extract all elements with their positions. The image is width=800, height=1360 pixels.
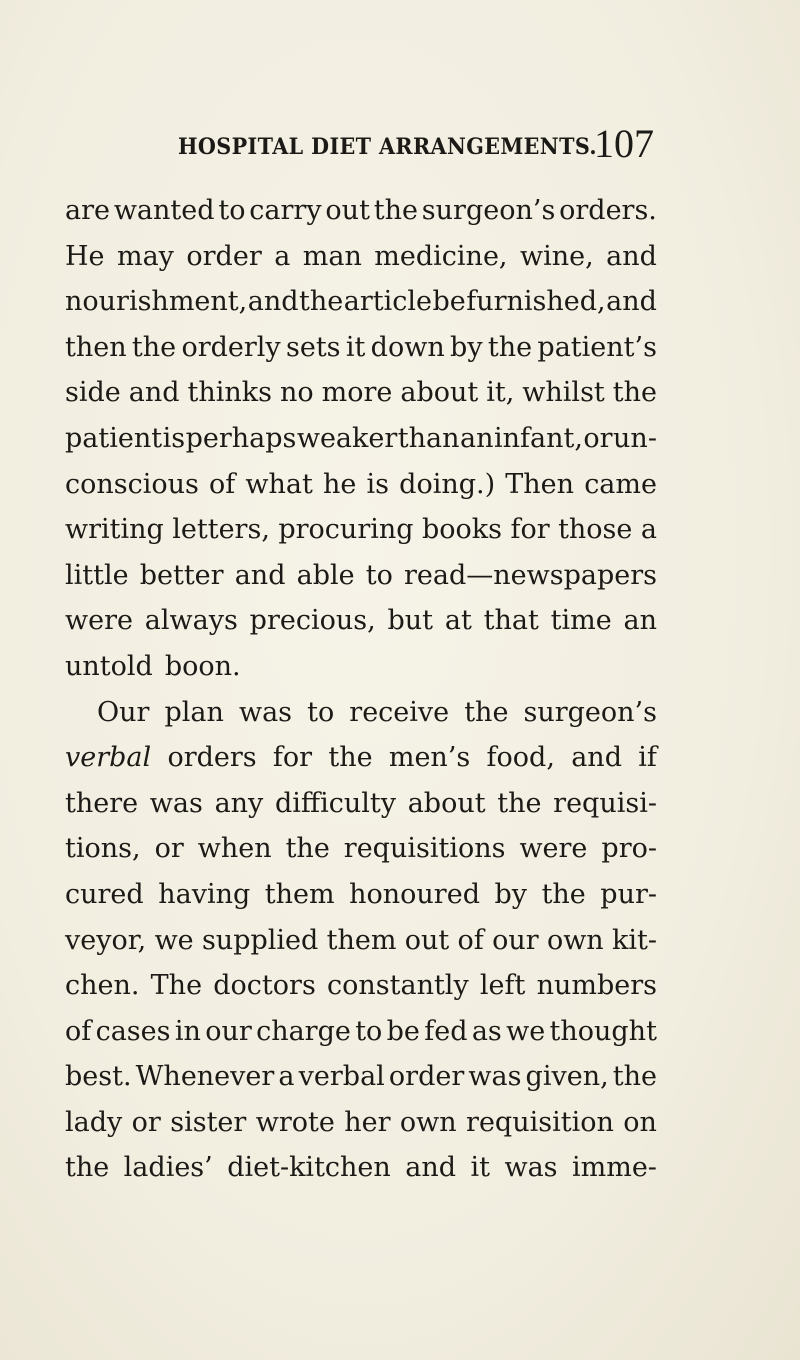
word: what: [245, 468, 313, 500]
word: the: [487, 331, 533, 363]
word: wrote: [255, 1106, 335, 1138]
word: requisitions: [343, 833, 506, 865]
text-line: [65, 1100, 657, 1146]
word: writing: [65, 514, 164, 546]
word: conscious: [65, 468, 199, 500]
word: or: [131, 1106, 161, 1138]
word: the: [612, 1061, 657, 1093]
word: and: [606, 286, 657, 318]
word: honoured: [349, 878, 480, 910]
word: sister: [170, 1106, 247, 1138]
word: our: [492, 924, 539, 956]
word: plan: [164, 696, 224, 728]
word: there: [65, 787, 139, 819]
word: orders.: [559, 195, 657, 226]
word: for: [510, 514, 550, 546]
word: orders: [167, 742, 257, 774]
word: was: [504, 1152, 558, 1184]
word: verbal: [298, 1061, 385, 1093]
word: was: [238, 696, 293, 728]
word: orderly: [181, 331, 281, 363]
word: be: [432, 286, 466, 318]
word: an: [459, 422, 494, 454]
word: and: [606, 240, 657, 272]
word: is: [162, 422, 186, 454]
word: and: [247, 286, 299, 318]
word: are: [65, 195, 110, 226]
word: be: [386, 1015, 420, 1047]
word: them: [264, 878, 335, 910]
word: the: [299, 286, 344, 318]
word: out: [325, 195, 370, 226]
word: more: [321, 377, 393, 409]
word: time: [550, 605, 612, 637]
word: those: [558, 514, 633, 546]
word: side: [65, 377, 121, 409]
word: able: [296, 559, 355, 591]
text-line: [65, 918, 657, 964]
word: cured: [65, 878, 144, 910]
text-line: [65, 279, 657, 325]
word: an: [623, 605, 657, 637]
word: difficulty: [275, 787, 396, 819]
word: whilst: [522, 377, 605, 409]
word: it,: [486, 377, 515, 409]
word: veyor,: [65, 924, 147, 956]
word: weaker: [296, 422, 398, 454]
word: it: [345, 331, 366, 363]
word: un-: [613, 422, 657, 454]
word: the: [464, 696, 509, 728]
word: or: [154, 833, 184, 865]
word: but: [387, 605, 434, 637]
word: food,: [486, 742, 555, 774]
word: chen.: [65, 970, 140, 1002]
word: in: [174, 1015, 201, 1047]
word: patient’s: [537, 331, 657, 363]
word: charge: [256, 1015, 351, 1047]
word: no: [279, 377, 314, 409]
word: to: [365, 559, 393, 591]
word: constantly: [327, 970, 469, 1002]
word: than: [397, 422, 460, 454]
text-line: [65, 872, 657, 918]
word: receive: [349, 696, 450, 728]
text-line: [65, 462, 657, 508]
word: cases: [95, 1015, 171, 1047]
word: the: [497, 787, 542, 819]
word: Then: [505, 468, 575, 500]
word: it: [470, 1152, 490, 1184]
word: if: [638, 742, 657, 774]
word: to: [218, 195, 246, 226]
word: of: [457, 924, 484, 956]
word: our: [205, 1015, 252, 1047]
text-line: [65, 1009, 657, 1055]
word: the: [285, 833, 330, 865]
word: of: [65, 1015, 92, 1047]
text-line: [65, 370, 657, 416]
word: man: [302, 240, 362, 272]
word: letters,: [172, 514, 270, 546]
word: given,: [525, 1061, 609, 1093]
word: thinks: [187, 377, 272, 409]
word: was: [149, 787, 203, 819]
word: nourishment,: [65, 286, 248, 318]
word: infant,: [493, 422, 583, 454]
word: imme-: [571, 1152, 657, 1184]
word: for: [272, 742, 313, 774]
word: precious,: [249, 605, 376, 637]
word: the: [328, 742, 373, 774]
word: always: [144, 605, 238, 637]
word: the: [65, 1152, 110, 1184]
word: little: [65, 559, 129, 591]
word: and: [128, 377, 180, 409]
word: sets: [286, 331, 341, 363]
word: as: [471, 1015, 502, 1047]
text-line: [65, 1054, 657, 1100]
word: out: [404, 924, 450, 956]
word: surgeon’s: [421, 195, 556, 226]
word: procuring: [278, 514, 414, 546]
word: diet-kitchen: [227, 1152, 391, 1184]
word: Our: [97, 696, 150, 728]
word: by: [450, 331, 483, 363]
word: The: [150, 970, 203, 1002]
word: untold: [65, 650, 153, 682]
word: having: [158, 878, 251, 910]
word: and: [571, 742, 622, 774]
word: by: [494, 878, 528, 910]
word: when: [197, 833, 272, 865]
word: men’s: [388, 742, 471, 774]
page-header: [178, 120, 654, 168]
word: on: [623, 1106, 657, 1138]
word: may: [116, 240, 174, 272]
word: were: [519, 833, 588, 865]
text-line: [65, 1145, 657, 1191]
word: came: [584, 468, 657, 500]
word: surgeon’s: [523, 696, 657, 728]
word: a: [278, 1061, 295, 1093]
word: medicine,: [374, 240, 508, 272]
word: them: [326, 924, 397, 956]
word: and: [405, 1152, 457, 1184]
text-line: [65, 325, 657, 371]
word: then: [65, 331, 127, 363]
word: article: [343, 286, 432, 318]
word: pur-: [600, 878, 657, 910]
word: or: [583, 422, 613, 454]
word: requisition: [466, 1106, 614, 1138]
word: read—newspapers: [403, 559, 657, 591]
word: wine,: [519, 240, 594, 272]
text-line: [65, 735, 657, 781]
word: He: [65, 240, 105, 272]
word: to: [355, 1015, 383, 1047]
text-line: [65, 781, 657, 827]
word: that: [483, 605, 539, 637]
word: doing.): [399, 468, 496, 500]
word: carry: [249, 195, 322, 226]
word: we: [506, 1015, 546, 1047]
word: down: [370, 331, 445, 363]
word: perhaps: [185, 422, 297, 454]
word: Whenever: [135, 1061, 275, 1093]
word: furnished,: [466, 286, 606, 318]
running-head: HOSPITAL DIET ARRANGEMENTS.: [178, 134, 598, 160]
word: ladies’: [123, 1152, 213, 1184]
word: he: [323, 468, 357, 500]
word: the: [373, 195, 418, 226]
word: at: [444, 605, 472, 637]
word: her: [344, 1106, 391, 1138]
word: order: [186, 240, 262, 272]
text-line: [65, 553, 657, 599]
page-number: 107: [594, 121, 654, 166]
word: tions,: [65, 833, 141, 865]
text-line: [65, 507, 657, 553]
text-line: [65, 826, 657, 872]
word: doctors: [213, 970, 316, 1002]
word: kit-: [612, 924, 657, 956]
word: own: [546, 924, 604, 956]
word: requisi-: [553, 787, 657, 819]
text-line: [65, 416, 657, 462]
text-line: [65, 598, 657, 644]
text-line: [65, 234, 657, 280]
text-line: [65, 690, 657, 736]
body-text: [65, 188, 657, 1191]
word: lady: [65, 1106, 123, 1138]
word: a: [274, 240, 291, 272]
word: and: [234, 559, 286, 591]
word: we: [154, 924, 194, 956]
word: a: [640, 514, 657, 546]
word: boon.: [164, 650, 241, 682]
word: is: [366, 468, 390, 500]
word: better: [139, 559, 224, 591]
word: left: [479, 970, 526, 1002]
word: pro-: [601, 833, 657, 865]
word: thought: [549, 1015, 657, 1047]
word: wanted: [113, 195, 215, 226]
word: of: [209, 468, 236, 500]
word: order: [388, 1061, 465, 1093]
word: patient: [65, 422, 163, 454]
word: own: [399, 1106, 457, 1138]
word: the: [131, 331, 177, 363]
word: verbal: [65, 742, 152, 774]
text-line: [65, 644, 657, 690]
word: books: [421, 514, 502, 546]
word: numbers: [536, 970, 657, 1002]
text-line: [65, 963, 657, 1009]
text-line: [65, 188, 657, 234]
word: about: [407, 787, 486, 819]
word: any: [214, 787, 264, 819]
word: was: [468, 1061, 522, 1093]
word: best.: [65, 1061, 132, 1093]
word: were: [65, 605, 133, 637]
word: supplied: [201, 924, 319, 956]
word: fed: [424, 1015, 468, 1047]
word: the: [541, 878, 586, 910]
word: about: [400, 377, 479, 409]
word: the: [612, 377, 657, 409]
word: to: [307, 696, 335, 728]
